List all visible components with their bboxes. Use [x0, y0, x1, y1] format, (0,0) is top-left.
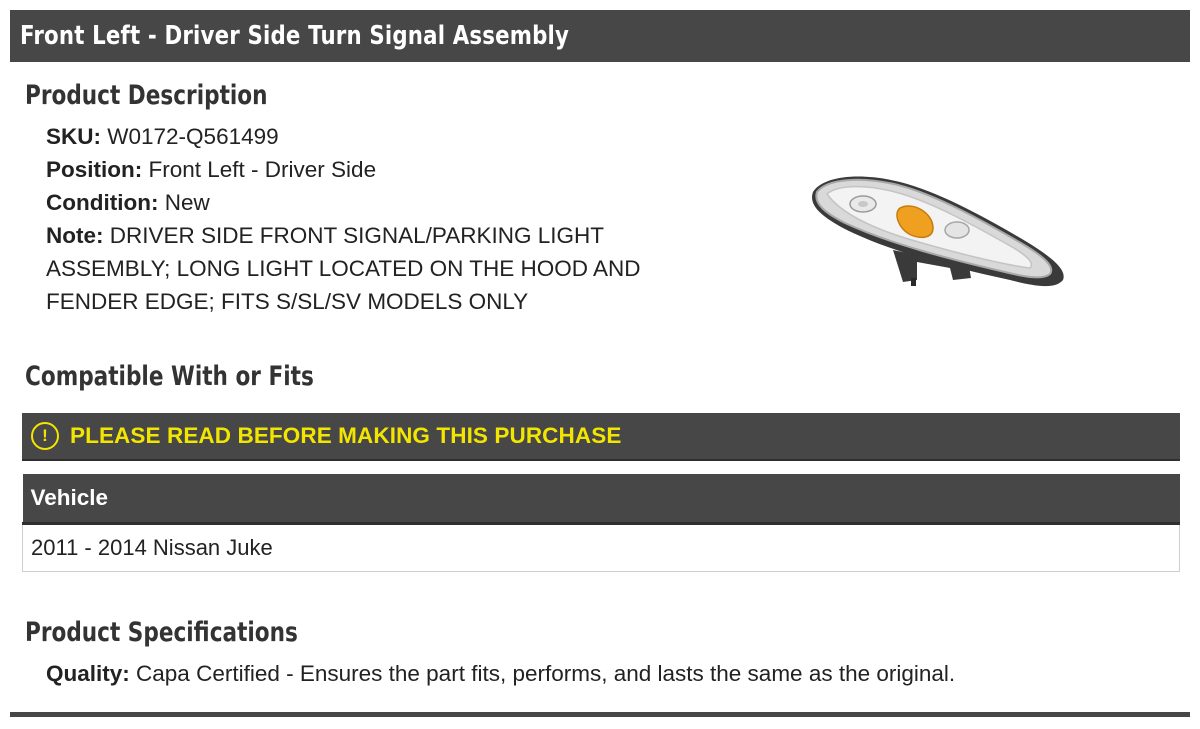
purchase-notice-banner — [22, 413, 1180, 461]
sku-row — [46, 120, 706, 153]
product-description-heading: Product Description — [25, 80, 268, 111]
vehicle-compatibility-table — [22, 474, 1180, 572]
product-specifications-heading: Product Specifications — [25, 617, 298, 648]
table-row — [23, 524, 1180, 572]
compatibility-heading: Compatible With or Fits — [25, 361, 314, 392]
quality-value: Capa Certified - Ensures the part fits, performs, and lasts the same as the original. — [136, 661, 956, 686]
vehicle-column-header: Vehicle — [23, 474, 1180, 524]
title-bar — [10, 10, 1190, 62]
exclamation-circle-icon: ! — [31, 422, 59, 450]
quality-label: Quality: — [46, 661, 130, 686]
position-row — [46, 153, 706, 186]
condition-row — [46, 186, 706, 219]
position-value: Front Left - Driver Side — [148, 157, 377, 182]
product-description — [46, 120, 706, 318]
quality-row — [46, 657, 955, 690]
sku-label: SKU: — [46, 124, 101, 149]
sku-value: W0172-Q561499 — [107, 124, 279, 149]
page-title: Front Left - Driver Side Turn Signal Assembly — [20, 21, 570, 51]
condition-value: New — [164, 190, 210, 215]
purchase-notice-text: PLEASE READ BEFORE MAKING THIS PURCHASE — [70, 423, 622, 448]
vehicle-cell: 2011 - 2014 Nissan Juke — [23, 524, 1180, 572]
position-label: Position: — [46, 157, 143, 182]
note-row — [46, 219, 706, 318]
bottom-divider — [10, 712, 1190, 717]
note-value: DRIVER SIDE FRONT SIGNAL/PARKING LIGHT ASSEMBLY; LONG LIGHT LOCATED ON THE HOOD AND FENDER EDGE; FITS S/SL/SV MODELS ONLY — [46, 223, 641, 314]
table-header-row — [23, 474, 1180, 524]
turn-signal-assembly-image — [805, 170, 1075, 295]
condition-label: Condition: — [46, 190, 159, 215]
product-specifications — [46, 657, 955, 690]
note-label: Note: — [46, 223, 104, 248]
